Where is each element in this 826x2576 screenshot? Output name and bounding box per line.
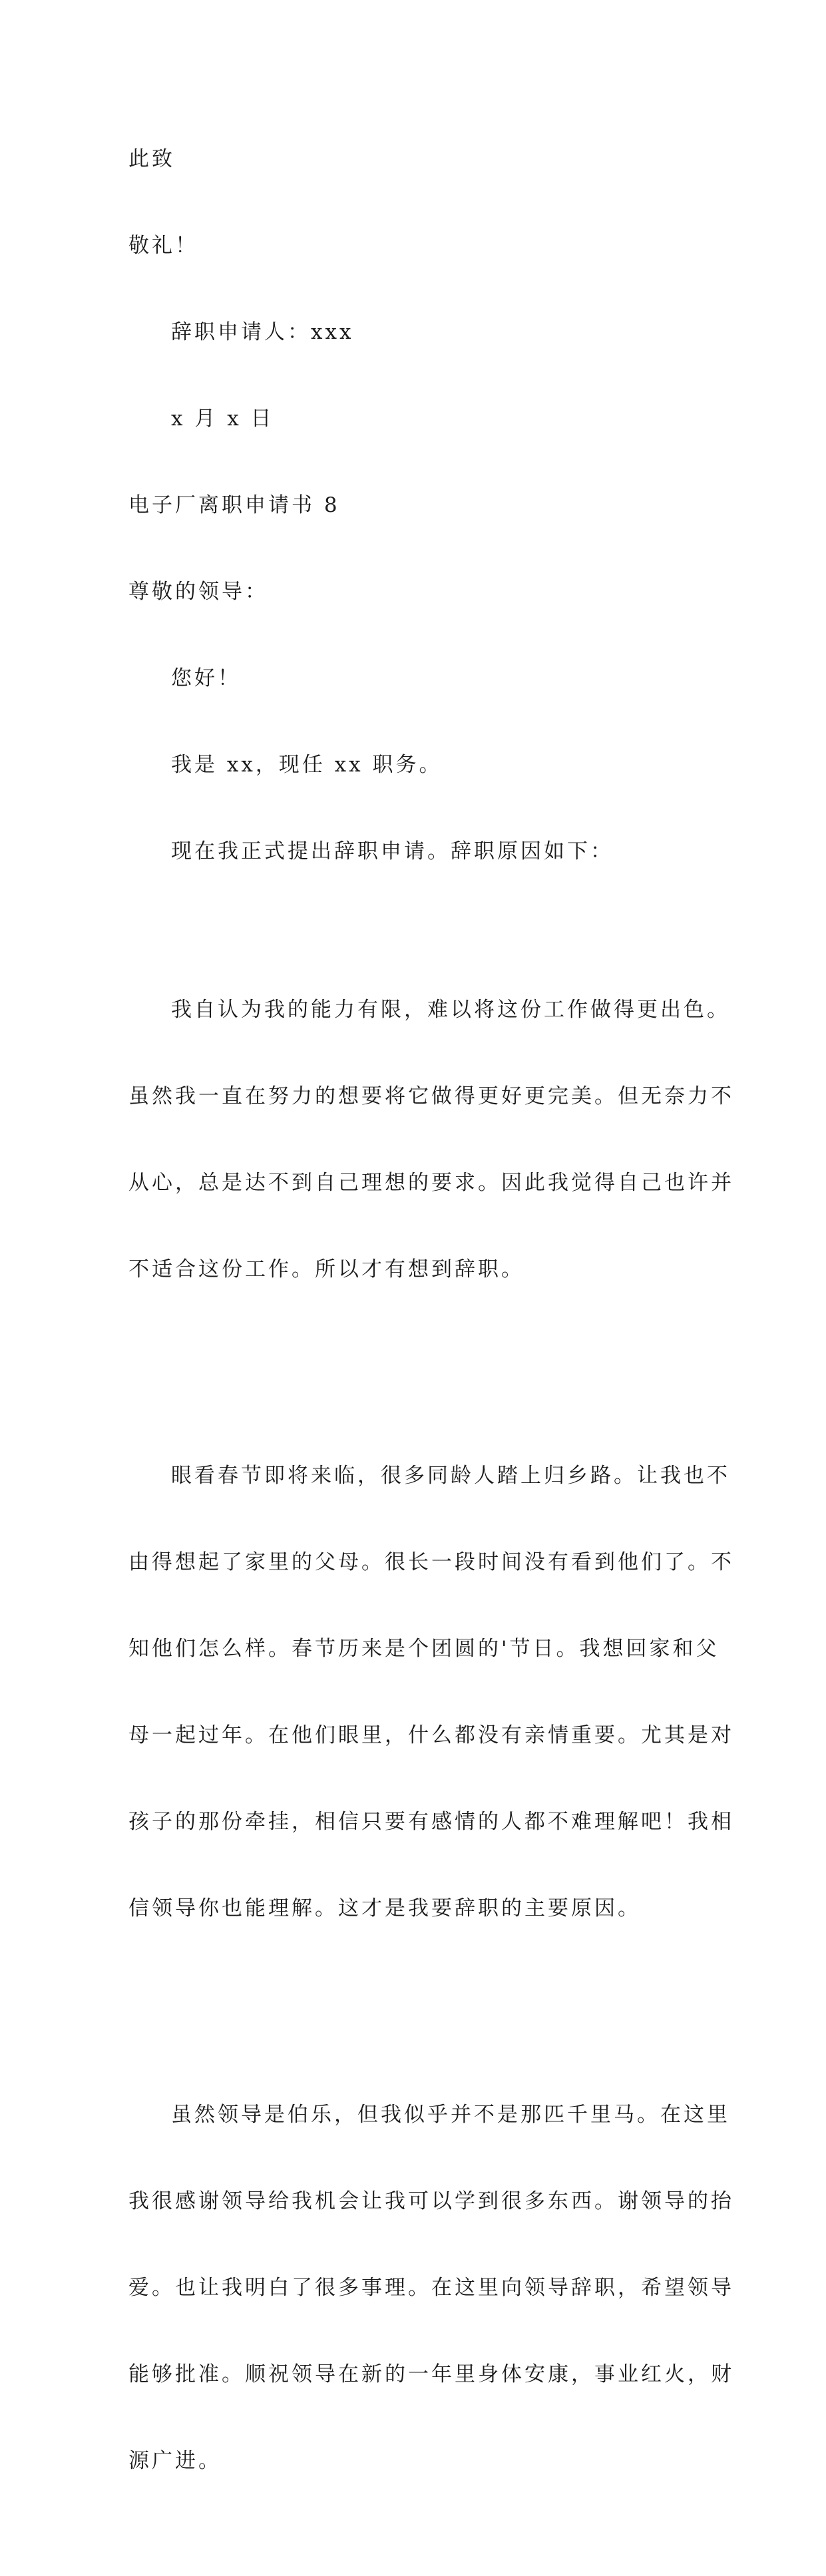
paragraph-line: 我自认为我的能力有限，难以将这份工作做得更出色。 — [171, 998, 730, 1022]
paragraph-2 — [128, 1408, 734, 1976]
letter-body — [128, 92, 734, 2576]
paragraph-line: 我很感谢领导给我机会让我可以学到很多东西。谢领导的抬 — [128, 2189, 734, 2213]
resignation-statement: 现在我正式提出辞职申请。辞职原因如下： — [171, 839, 614, 863]
paragraph-line: 虽然我一直在努力的想要将它做得更好更完美。但无奈力不 — [128, 1084, 734, 1108]
paragraph-line: 信领导你也能理解。这才是我要辞职的主要原因。 — [128, 1896, 641, 1920]
signature-applicant: 辞职申请人：xxx — [171, 320, 354, 344]
paragraph-line: 孩子的那份牵挂，相信只要有感情的人都不难理解吧！我相 — [128, 1810, 734, 1834]
paragraph-line: 知他们怎么样。春节历来是个团圆的'节日。我想回家和父 — [128, 1637, 720, 1661]
paragraph-line: 由得想起了家里的父母。很长一段时间没有看到他们了。不 — [128, 1550, 734, 1574]
salutation: 尊敬的领导： — [128, 580, 268, 604]
paragraph-line: 源广进。 — [128, 2449, 222, 2473]
closing-line-2: 敬礼！ — [128, 234, 198, 258]
paragraph-line: 母一起过年。在他们眼里，什么都没有亲情重要。尤其是对 — [128, 1723, 734, 1747]
paragraph-line: 不适合这份工作。所以才有想到辞职。 — [128, 1257, 524, 1281]
paragraph-line: 从心，总是达不到自己理想的要求。因此我觉得自己也许并 — [128, 1171, 734, 1195]
paragraph-line: 爱。也让我明白了很多事理。在这里向领导辞职，希望领导 — [128, 2276, 734, 2300]
section-title: 电子厂离职申请书 8 — [128, 493, 340, 517]
closing-line-1: 此致 — [128, 147, 175, 171]
greeting: 您好！ — [171, 666, 241, 690]
paragraph-1 — [128, 943, 734, 1337]
signature-date: x 月 x 日 — [171, 407, 274, 431]
intro-line: 我是 xx，现任 xx 职务。 — [171, 753, 443, 777]
paragraph-line: 虽然领导是伯乐，但我似乎并不是那匹千里马。在这里 — [171, 2103, 730, 2127]
paragraph-line: 眼看春节即将来临，很多同龄人踏上归乡路。让我也不 — [171, 1464, 730, 1488]
paragraph-3 — [128, 2047, 734, 2528]
paragraph-line: 能够批准。顺祝领导在新的一年里身体安康，事业红火，财 — [128, 2362, 734, 2386]
